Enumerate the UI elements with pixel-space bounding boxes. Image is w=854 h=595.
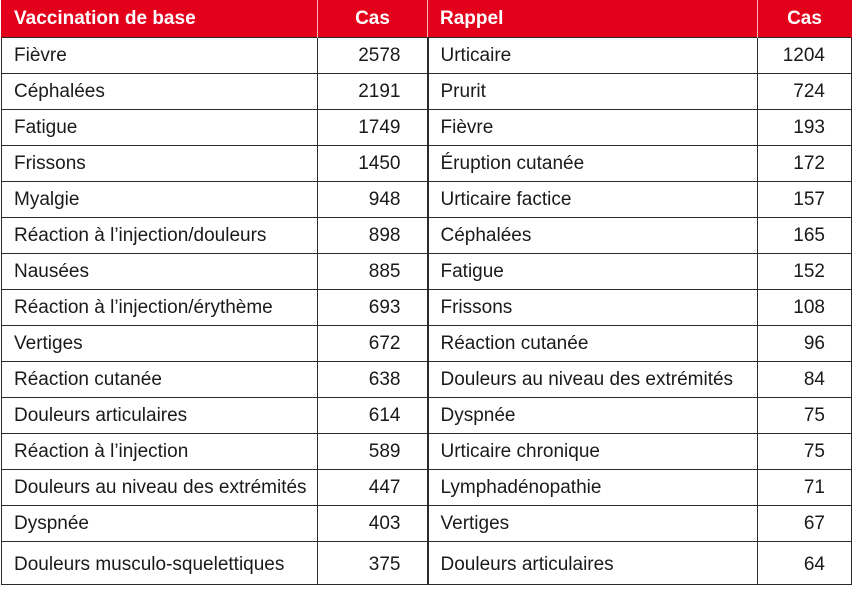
booster-cases-cell: 64 (758, 542, 852, 585)
header-booster-cases: Cas (758, 0, 852, 38)
header-booster: Rappel (428, 0, 758, 38)
table-row (2, 182, 852, 218)
primary-cases-cell: 614 (318, 398, 428, 434)
table-row (2, 74, 852, 110)
booster-cases-cell: 172 (758, 146, 852, 182)
primary-cases-cell: 375 (318, 542, 428, 585)
primary-name-cell: Vertiges (2, 326, 318, 362)
primary-cases-cell: 1749 (318, 110, 428, 146)
primary-name-cell: Fièvre (2, 38, 318, 74)
table-row (2, 362, 852, 398)
table-row (2, 434, 852, 470)
booster-name-cell: Frissons (428, 290, 758, 326)
table-row (2, 542, 852, 585)
primary-cases-cell: 403 (318, 506, 428, 542)
booster-name-cell: Réaction cutanée (428, 326, 758, 362)
booster-name-cell: Fièvre (428, 110, 758, 146)
primary-cases-cell: 898 (318, 218, 428, 254)
primary-name-cell: Réaction à l’injection/érythème (2, 290, 318, 326)
primary-cases-cell: 447 (318, 470, 428, 506)
primary-cases-cell: 2191 (318, 74, 428, 110)
primary-cases-cell: 693 (318, 290, 428, 326)
primary-name-cell: Myalgie (2, 182, 318, 218)
primary-name-cell: Dyspnée (2, 506, 318, 542)
booster-name-cell: Éruption cutanée (428, 146, 758, 182)
booster-cases-cell: 75 (758, 398, 852, 434)
booster-name-cell: Dyspnée (428, 398, 758, 434)
table-header-row (2, 0, 852, 38)
primary-name-cell: Réaction cutanée (2, 362, 318, 398)
booster-cases-cell: 165 (758, 218, 852, 254)
primary-cases-cell: 589 (318, 434, 428, 470)
primary-name-cell: Nausées (2, 254, 318, 290)
booster-name-cell: Céphalées (428, 218, 758, 254)
booster-name-cell: Prurit (428, 74, 758, 110)
booster-name-cell: Douleurs au niveau des extrémités (428, 362, 758, 398)
booster-name-cell: Douleurs articulaires (428, 542, 758, 585)
table-row (2, 254, 852, 290)
primary-cases-cell: 885 (318, 254, 428, 290)
booster-name-cell: Lymphadénopathie (428, 470, 758, 506)
booster-cases-cell: 1204 (758, 38, 852, 74)
primary-name-cell: Douleurs musculo-squelettiques (2, 542, 318, 585)
table-row (2, 506, 852, 542)
table-row (2, 38, 852, 74)
booster-cases-cell: 152 (758, 254, 852, 290)
primary-name-cell: Fatigue (2, 110, 318, 146)
booster-name-cell: Urticaire (428, 38, 758, 74)
header-primary-cases: Cas (318, 0, 428, 38)
booster-name-cell: Fatigue (428, 254, 758, 290)
booster-cases-cell: 724 (758, 74, 852, 110)
booster-cases-cell: 71 (758, 470, 852, 506)
booster-cases-cell: 96 (758, 326, 852, 362)
booster-cases-cell: 157 (758, 182, 852, 218)
table-row (2, 290, 852, 326)
booster-cases-cell: 193 (758, 110, 852, 146)
booster-cases-cell: 108 (758, 290, 852, 326)
table-row (2, 110, 852, 146)
adverse-events-table-container (1, 0, 853, 585)
primary-name-cell: Réaction à l’injection (2, 434, 318, 470)
booster-cases-cell: 67 (758, 506, 852, 542)
booster-name-cell: Urticaire chronique (428, 434, 758, 470)
primary-name-cell: Douleurs articulaires (2, 398, 318, 434)
table-row (2, 218, 852, 254)
primary-name-cell: Réaction à l’injection/douleurs (2, 218, 318, 254)
table-row (2, 326, 852, 362)
table-row (2, 146, 852, 182)
primary-cases-cell: 2578 (318, 38, 428, 74)
primary-cases-cell: 638 (318, 362, 428, 398)
booster-name-cell: Urticaire factice (428, 182, 758, 218)
primary-name-cell: Frissons (2, 146, 318, 182)
primary-name-cell: Douleurs au niveau des extrémités (2, 470, 318, 506)
primary-cases-cell: 948 (318, 182, 428, 218)
table-row (2, 470, 852, 506)
booster-cases-cell: 84 (758, 362, 852, 398)
table-row (2, 398, 852, 434)
booster-name-cell: Vertiges (428, 506, 758, 542)
primary-cases-cell: 672 (318, 326, 428, 362)
booster-cases-cell: 75 (758, 434, 852, 470)
primary-name-cell: Céphalées (2, 74, 318, 110)
primary-cases-cell: 1450 (318, 146, 428, 182)
header-primary-vaccination: Vaccination de base (2, 0, 318, 38)
adverse-events-table (1, 0, 852, 585)
